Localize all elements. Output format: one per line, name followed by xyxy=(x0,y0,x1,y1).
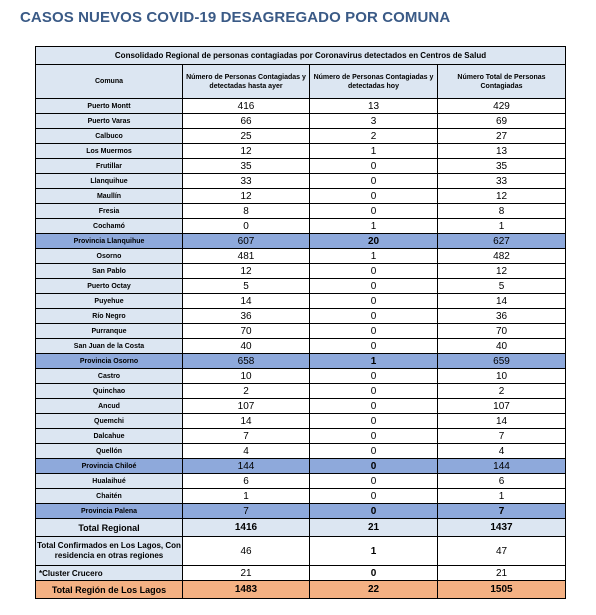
hasta-ayer-cell: 46 xyxy=(183,537,310,566)
comuna-cell: Río Negro xyxy=(36,309,183,324)
comuna-cell: Calbuco xyxy=(36,129,183,144)
comuna-cell: Puerto Montt xyxy=(36,99,183,114)
table-caption-row xyxy=(36,47,566,65)
grand-row xyxy=(36,581,566,599)
total-cell: 27 xyxy=(438,129,566,144)
hoy-cell: 0 xyxy=(310,189,438,204)
hasta-ayer-cell: 8 xyxy=(183,204,310,219)
hasta-ayer-cell: 4 xyxy=(183,444,310,459)
comuna-cell: *Cluster Crucero xyxy=(36,566,183,581)
hoy-cell: 0 xyxy=(310,489,438,504)
hoy-cell: 13 xyxy=(310,99,438,114)
hasta-ayer-cell: 12 xyxy=(183,144,310,159)
hoy-cell: 0 xyxy=(310,174,438,189)
hoy-cell: 1 xyxy=(310,537,438,566)
hasta-ayer-cell: 481 xyxy=(183,249,310,264)
hoy-cell: 3 xyxy=(310,114,438,129)
comuna-cell: Chaitén xyxy=(36,489,183,504)
prov-row xyxy=(36,234,566,249)
table-row xyxy=(36,114,566,129)
total-cell: 1505 xyxy=(438,581,566,599)
hoy-cell: 0 xyxy=(310,384,438,399)
hoy-cell: 0 xyxy=(310,474,438,489)
hoy-cell: 0 xyxy=(310,566,438,581)
total-cell: 1437 xyxy=(438,519,566,537)
comuna-cell: Puerto Octay xyxy=(36,279,183,294)
total-cell: 429 xyxy=(438,99,566,114)
page-title: CASOS NUEVOS COVID-19 DESAGREGADO POR COMUNA xyxy=(20,9,451,26)
table-row xyxy=(36,294,566,309)
hoy-cell: 0 xyxy=(310,444,438,459)
table-row xyxy=(36,129,566,144)
cluster-row xyxy=(36,566,566,581)
total-cell: 21 xyxy=(438,566,566,581)
total-cell: 40 xyxy=(438,339,566,354)
comuna-cell: Dalcahue xyxy=(36,429,183,444)
hasta-ayer-cell: 7 xyxy=(183,429,310,444)
hasta-ayer-cell: 1483 xyxy=(183,581,310,599)
total-cell: 8 xyxy=(438,204,566,219)
comuna-cell: Total Confirmados en Los Lagos, Con residencia en otras regiones xyxy=(36,537,183,566)
comuna-cell: Provincia Chiloé xyxy=(36,459,183,474)
comuna-cell: Puerto Varas xyxy=(36,114,183,129)
total-cell: 13 xyxy=(438,144,566,159)
hasta-ayer-cell: 1416 xyxy=(183,519,310,537)
total-cell: 47 xyxy=(438,537,566,566)
hasta-ayer-cell: 21 xyxy=(183,566,310,581)
hoy-cell: 20 xyxy=(310,234,438,249)
total-cell: 70 xyxy=(438,324,566,339)
table-row xyxy=(36,264,566,279)
table-row xyxy=(36,384,566,399)
hasta-ayer-cell: 7 xyxy=(183,504,310,519)
total-cell: 6 xyxy=(438,474,566,489)
table-caption: Consolidado Regional de personas contagiadas por Coronavirus detectados en Centros de Salud xyxy=(36,47,566,65)
comuna-cell: Purranque xyxy=(36,324,183,339)
total-cell: 35 xyxy=(438,159,566,174)
hasta-ayer-cell: 416 xyxy=(183,99,310,114)
total-cell: 14 xyxy=(438,294,566,309)
comuna-cell: Quellón xyxy=(36,444,183,459)
table-header-row xyxy=(36,65,566,99)
comuna-cell: Hualaihué xyxy=(36,474,183,489)
table-row xyxy=(36,474,566,489)
total-cell: 36 xyxy=(438,309,566,324)
total-cell: 627 xyxy=(438,234,566,249)
hasta-ayer-cell: 6 xyxy=(183,474,310,489)
hoy-cell: 2 xyxy=(310,129,438,144)
hoy-cell: 0 xyxy=(310,204,438,219)
comuna-cell: Quemchi xyxy=(36,414,183,429)
table-row xyxy=(36,339,566,354)
hasta-ayer-cell: 14 xyxy=(183,294,310,309)
comuna-cell: Frutillar xyxy=(36,159,183,174)
hasta-ayer-cell: 107 xyxy=(183,399,310,414)
hoy-cell: 0 xyxy=(310,339,438,354)
total-cell: 1 xyxy=(438,219,566,234)
table-row xyxy=(36,144,566,159)
header-hasta-ayer: Número de Personas Contagiadas y detectadas hasta ayer xyxy=(183,65,310,99)
comuna-cell: Quinchao xyxy=(36,384,183,399)
comuna-cell: Provincia Llanquihue xyxy=(36,234,183,249)
table-row xyxy=(36,399,566,414)
hasta-ayer-cell: 33 xyxy=(183,174,310,189)
hoy-cell: 1 xyxy=(310,354,438,369)
comuna-cell: Los Muermos xyxy=(36,144,183,159)
hasta-ayer-cell: 1 xyxy=(183,489,310,504)
hasta-ayer-cell: 5 xyxy=(183,279,310,294)
comuna-cell: San Pablo xyxy=(36,264,183,279)
hoy-cell: 0 xyxy=(310,414,438,429)
conf-row xyxy=(36,537,566,566)
comuna-cell: Cochamó xyxy=(36,219,183,234)
hoy-cell: 1 xyxy=(310,219,438,234)
total-cell: 482 xyxy=(438,249,566,264)
comuna-cell: Ancud xyxy=(36,399,183,414)
comuna-cell: Puyehue xyxy=(36,294,183,309)
comuna-cell: Maullín xyxy=(36,189,183,204)
comuna-cell: Llanquihue xyxy=(36,174,183,189)
table-row xyxy=(36,204,566,219)
comuna-cell: Total Región de Los Lagos xyxy=(36,581,183,599)
table-row xyxy=(36,489,566,504)
hasta-ayer-cell: 70 xyxy=(183,324,310,339)
header-total: Número Total de Personas Contagiadas xyxy=(438,65,566,99)
hoy-cell: 0 xyxy=(310,504,438,519)
total-cell: 69 xyxy=(438,114,566,129)
total-cell: 5 xyxy=(438,279,566,294)
hasta-ayer-cell: 12 xyxy=(183,264,310,279)
hasta-ayer-cell: 144 xyxy=(183,459,310,474)
hasta-ayer-cell: 14 xyxy=(183,414,310,429)
table-row xyxy=(36,414,566,429)
hasta-ayer-cell: 2 xyxy=(183,384,310,399)
table-row xyxy=(36,324,566,339)
comuna-cell: Total Regional xyxy=(36,519,183,537)
total-cell: 4 xyxy=(438,444,566,459)
table-row xyxy=(36,174,566,189)
hasta-ayer-cell: 10 xyxy=(183,369,310,384)
total-cell: 14 xyxy=(438,414,566,429)
total-cell: 659 xyxy=(438,354,566,369)
prov-row xyxy=(36,354,566,369)
hoy-cell: 0 xyxy=(310,369,438,384)
hasta-ayer-cell: 658 xyxy=(183,354,310,369)
hoy-cell: 1 xyxy=(310,249,438,264)
total-cell: 107 xyxy=(438,399,566,414)
hoy-cell: 0 xyxy=(310,429,438,444)
comuna-cell: Castro xyxy=(36,369,183,384)
table-row xyxy=(36,369,566,384)
table-row xyxy=(36,189,566,204)
total-cell: 33 xyxy=(438,174,566,189)
hasta-ayer-cell: 35 xyxy=(183,159,310,174)
total-cell: 144 xyxy=(438,459,566,474)
table-row xyxy=(36,99,566,114)
prov-row xyxy=(36,504,566,519)
comuna-cell: Provincia Palena xyxy=(36,504,183,519)
prov-row xyxy=(36,459,566,474)
hasta-ayer-cell: 66 xyxy=(183,114,310,129)
table-row xyxy=(36,159,566,174)
total-cell: 10 xyxy=(438,369,566,384)
header-hoy: Número de Personas Contagiadas y detectadas hoy xyxy=(310,65,438,99)
covid-cases-table xyxy=(35,46,566,599)
hasta-ayer-cell: 36 xyxy=(183,309,310,324)
total-cell: 7 xyxy=(438,504,566,519)
hoy-cell: 21 xyxy=(310,519,438,537)
header-comuna: Comuna xyxy=(36,65,183,99)
total-cell: 12 xyxy=(438,264,566,279)
hasta-ayer-cell: 25 xyxy=(183,129,310,144)
hoy-cell: 0 xyxy=(310,294,438,309)
hoy-cell: 0 xyxy=(310,279,438,294)
total-cell: 12 xyxy=(438,189,566,204)
comuna-cell: Fresia xyxy=(36,204,183,219)
total-cell: 1 xyxy=(438,489,566,504)
table-row xyxy=(36,219,566,234)
hoy-cell: 1 xyxy=(310,144,438,159)
comuna-cell: San Juan de la Costa xyxy=(36,339,183,354)
hoy-cell: 22 xyxy=(310,581,438,599)
hasta-ayer-cell: 12 xyxy=(183,189,310,204)
hasta-ayer-cell: 607 xyxy=(183,234,310,249)
table-row xyxy=(36,444,566,459)
hoy-cell: 0 xyxy=(310,459,438,474)
hoy-cell: 0 xyxy=(310,159,438,174)
comuna-cell: Osorno xyxy=(36,249,183,264)
table-row xyxy=(36,309,566,324)
total-row xyxy=(36,519,566,537)
total-cell: 7 xyxy=(438,429,566,444)
hoy-cell: 0 xyxy=(310,264,438,279)
hoy-cell: 0 xyxy=(310,399,438,414)
table-row xyxy=(36,279,566,294)
table-row xyxy=(36,429,566,444)
hoy-cell: 0 xyxy=(310,309,438,324)
table-row xyxy=(36,249,566,264)
total-cell: 2 xyxy=(438,384,566,399)
hasta-ayer-cell: 0 xyxy=(183,219,310,234)
hasta-ayer-cell: 40 xyxy=(183,339,310,354)
hoy-cell: 0 xyxy=(310,324,438,339)
comuna-cell: Provincia Osorno xyxy=(36,354,183,369)
